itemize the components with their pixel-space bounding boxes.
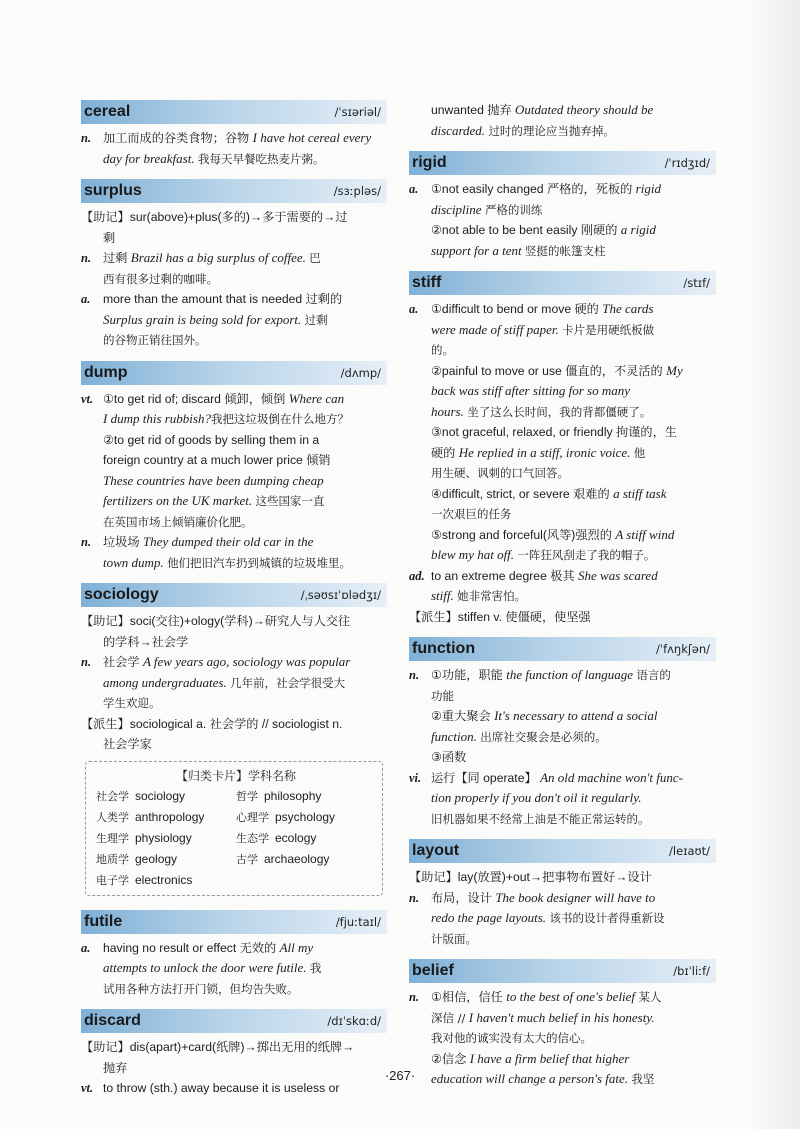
- definition: ①功能，职能: [431, 668, 503, 682]
- translation: 他: [633, 445, 646, 460]
- part-of-speech: n.: [81, 655, 92, 669]
- translation: 学生欢迎。: [103, 696, 161, 710]
- definition: unwanted 抛弃: [431, 103, 512, 117]
- definition: 过剩: [103, 251, 128, 265]
- definition: ④difficult, strict, or severe 艰难的: [431, 486, 610, 501]
- definition: ②painful to move or use 僵直的，不灵活的: [431, 363, 663, 378]
- sense: [81, 248, 387, 289]
- entry-header-stiff: [409, 271, 716, 295]
- example: function.: [431, 728, 477, 744]
- mnemonic: 【助记】sur(above)+plus(多的)→多于需要的→过: [81, 210, 348, 224]
- card-row: [96, 870, 376, 891]
- example: A few years ago, sociology was popular: [142, 654, 351, 669]
- part-of-speech: n.: [409, 890, 420, 905]
- part-of-speech: n.: [409, 990, 420, 1004]
- translation: 过时的理论应当抛弃掉。: [488, 123, 615, 138]
- translation: 试用各种方法打开门锁，但均告失败。: [103, 981, 299, 996]
- translation: 语言的: [636, 668, 671, 682]
- definition: 布局，设计: [431, 890, 492, 905]
- pronunciation: /ˈrɪdʒɪd/: [664, 156, 710, 170]
- definition: foreign country at a much lower price 倾销: [103, 453, 331, 467]
- card-term-zh: 地质学: [96, 852, 129, 866]
- card-term-en: geology: [135, 851, 178, 866]
- sense: [409, 888, 716, 950]
- example: She was scared: [578, 567, 658, 583]
- example: I have a firm belief that higher: [469, 1050, 630, 1066]
- part-of-speech: n.: [81, 251, 92, 265]
- card-row: [96, 828, 376, 849]
- example: These countries have been dumping cheap: [103, 472, 324, 488]
- translation: 深信 //: [431, 1010, 466, 1025]
- entry-header-layout: [409, 839, 716, 863]
- example: to the best of one's belief: [506, 989, 636, 1004]
- definition: having no result or effect 无效的: [103, 940, 277, 955]
- pronunciation: /ˈfʌŋkʃən/: [656, 642, 710, 656]
- headword: sociology: [84, 586, 159, 603]
- card-row: [96, 807, 376, 828]
- mnemonic: 【助记】dis(apart)+card(纸牌)→掷出无用的纸牌→: [81, 1040, 355, 1054]
- entry-header-surplus: [81, 179, 387, 203]
- translation: 计版面。: [431, 931, 477, 946]
- translation: 几年前，社会学很受大: [230, 675, 346, 690]
- sense: [409, 299, 716, 566]
- definition: to throw (sth.) away because it is useless or: [103, 1081, 340, 1095]
- sense: [409, 179, 716, 261]
- entry-header-cereal: [81, 100, 387, 124]
- sense: [409, 566, 716, 607]
- translation: 的谷物正销往国外。: [103, 333, 207, 347]
- translation: 用生硬、讽刺的口气回答。: [431, 466, 569, 480]
- card-term-zh: 哲学: [236, 789, 258, 803]
- definition: ①to get rid of; discard 倾卸，倾倒: [103, 391, 286, 406]
- part-of-speech: vt.: [81, 391, 94, 406]
- entry-header-futile: [81, 910, 387, 934]
- headword: layout: [412, 842, 460, 859]
- translation: 巴: [309, 251, 321, 265]
- example: The book designer will have to: [495, 889, 656, 905]
- part-of-speech: n.: [81, 131, 92, 145]
- translation: 她非常害怕。: [457, 589, 527, 603]
- card-term-en: sociology: [135, 788, 186, 803]
- headword: futile: [84, 912, 123, 930]
- example: Surplus grain is being sold for export.: [103, 311, 302, 327]
- discard-continuation: [409, 100, 716, 141]
- translation: 坐了这么长时间，我的背都僵硬了。: [467, 404, 652, 419]
- example: I dump this rubbish?: [103, 411, 211, 426]
- mnemonic: 【助记】soci(交往)+ology(学科)→研究人与人交往: [81, 614, 351, 628]
- part-of-speech: vt.: [81, 1081, 94, 1095]
- definition: ②to get rid of goods by selling them in a: [103, 432, 320, 447]
- card-term-zh: 社会学: [96, 789, 129, 803]
- definition: ③函数: [431, 750, 467, 764]
- example: An old machine won't func-: [540, 769, 683, 785]
- translation: 竖挺的帐篷支柱: [525, 243, 606, 258]
- example: attempts to unlock the door were futile.: [103, 960, 307, 975]
- definition: ①not easily changed 严格的，死板的: [431, 182, 633, 196]
- part-of-speech: a.: [81, 292, 91, 306]
- headword: belief: [412, 962, 454, 979]
- example: He replied in a stiff, ironic voice.: [458, 444, 631, 460]
- sense: [81, 128, 387, 169]
- category-card: [85, 761, 383, 896]
- example: I haven't much belief in his honesty.: [468, 1009, 655, 1025]
- headword: discard: [84, 1012, 141, 1029]
- card-term-zh: 古学: [236, 852, 258, 866]
- translation: 功能: [431, 688, 454, 703]
- example: the function of language: [506, 667, 633, 682]
- mnemonic-cont: 剩: [103, 230, 116, 245]
- translation: 某人: [638, 990, 662, 1004]
- card-term-zh: 生态学: [236, 831, 269, 845]
- page-number: ·267·: [384, 1068, 416, 1083]
- example: redo the page layouts.: [431, 910, 547, 925]
- example: discarded.: [431, 122, 486, 138]
- example: It's necessary to attend a social: [494, 708, 658, 723]
- page-edge-shadow: [750, 0, 800, 1129]
- entry-header-discard: [81, 1009, 387, 1033]
- example: education will change a person's fate.: [431, 1071, 629, 1086]
- translation: 我坚: [631, 1072, 655, 1086]
- card-title: 【归类卡片】学科名称: [175, 768, 296, 783]
- definition: 社会学: [103, 655, 140, 669]
- headword: rigid: [412, 154, 447, 171]
- translation: 一阵狂风刮走了我的帽子。: [517, 548, 656, 562]
- card-term-en: philosophy: [264, 788, 322, 803]
- translation: 我把这垃圾倒在什么地方？: [210, 412, 349, 426]
- pronunciation: /dɪˈskɑːd/: [327, 1014, 381, 1028]
- mnemonic-cont: 的学科→社会学: [103, 634, 189, 649]
- right-column: [409, 100, 716, 1090]
- translation: 该书的设计者得重新设: [549, 911, 665, 925]
- example: a rigid: [620, 222, 656, 237]
- part-of-speech: n.: [409, 668, 420, 682]
- example: a stiff task: [613, 485, 667, 501]
- part-of-speech: ad.: [409, 568, 425, 583]
- translation: 我每天早餐吃热麦片粥。: [197, 151, 325, 166]
- translation: 一次艰巨的任务: [431, 507, 512, 521]
- example: Where can: [288, 390, 345, 406]
- example: fertilizers on the UK market.: [103, 493, 253, 508]
- translation: 西有很多过剩的咖啡。: [103, 271, 218, 286]
- example: blew my hat off.: [431, 547, 515, 562]
- example: were made of stiff paper.: [431, 321, 559, 337]
- card-term-en: psychology: [275, 809, 336, 824]
- entry-header-dump: [81, 361, 387, 385]
- example: back was stiff after sitting for so many: [431, 383, 630, 398]
- definition: ①相信，信任: [431, 990, 503, 1004]
- card-term-en: ecology: [275, 830, 317, 845]
- sense: [81, 532, 387, 573]
- pronunciation: /dʌmp/: [340, 365, 381, 380]
- card-term-zh: 生理学: [96, 831, 129, 845]
- example: support for a tent: [431, 242, 522, 258]
- example: among undergraduates.: [103, 674, 227, 690]
- pronunciation: /stɪf/: [683, 276, 710, 290]
- left-column: [81, 100, 387, 1099]
- example: stiff.: [431, 588, 454, 603]
- definition: more than the amount that is needed 过剩的: [103, 292, 343, 306]
- part-of-speech: n.: [81, 535, 92, 549]
- example: They dumped their old car in the: [142, 534, 314, 549]
- example: A stiff wind: [615, 526, 675, 542]
- entry-header-function: [409, 637, 716, 661]
- example: Brazil has a big surplus of coffee.: [130, 250, 306, 265]
- sense: [409, 665, 716, 768]
- translation: 的。: [431, 343, 454, 357]
- pronunciation: /leɪaʊt/: [669, 844, 710, 858]
- definition: ②信念: [431, 1051, 467, 1066]
- definition: to an extreme degree 极其: [431, 568, 575, 583]
- definition: 运行【同 operate】: [431, 770, 537, 785]
- definition: 垃圾场: [103, 535, 140, 549]
- sense: [81, 938, 387, 1000]
- definition: ②not able to be bent easily 刚硬的: [431, 223, 618, 237]
- card-term-en: physiology: [135, 830, 192, 845]
- translation: 在英国市场上倾销廉价化肥。: [103, 514, 253, 529]
- card-term-en: archaeology: [264, 851, 330, 866]
- example: Outdated theory should be: [515, 102, 654, 117]
- translation: 出席社交聚会是必须的。: [480, 729, 607, 744]
- pronunciation: /fjuːtaɪl/: [335, 914, 381, 929]
- headword: cereal: [84, 103, 131, 120]
- example: All my: [279, 939, 314, 955]
- card-row: [96, 786, 376, 807]
- sense: [81, 289, 387, 351]
- mnemonic-cont: 抛弃: [103, 1060, 128, 1075]
- card-row: [96, 849, 376, 870]
- translation: 严格的训练: [484, 202, 543, 217]
- example: hours.: [431, 403, 464, 419]
- card-term-en: electronics: [135, 872, 193, 887]
- example: discipline: [431, 201, 482, 217]
- translation: 卡片是用硬纸板做: [562, 322, 655, 337]
- translation: 他们把旧汽车扔到城镇的垃圾堆里。: [167, 555, 352, 570]
- example: The cards: [602, 301, 654, 316]
- definition: ①difficult to bend or move 硬的: [431, 302, 599, 316]
- headword: surplus: [84, 182, 142, 199]
- example: town dump.: [103, 554, 164, 570]
- definition: 加工而成的谷类食物；谷物: [103, 131, 250, 145]
- definition: ⑤strong and forceful(风等)强烈的: [431, 527, 612, 542]
- headword: stiff: [412, 274, 442, 291]
- card-term-en: anthropology: [135, 809, 205, 824]
- translation: 这些国家一直: [255, 494, 325, 508]
- derivation: 【派生】stiffen v. 使僵硬，使坚强: [409, 609, 591, 624]
- translation: 旧机器如果不经常上油是不能正常运转的。: [431, 811, 650, 826]
- pronunciation: /sɜːpləs/: [333, 184, 381, 198]
- example: rigid: [635, 181, 661, 196]
- entry-header-sociology: [81, 583, 387, 607]
- sense: [81, 652, 387, 714]
- derivation: 【派生】sociological a. 社会学的 // sociologist n.: [81, 716, 343, 731]
- example: My: [666, 362, 683, 378]
- card-term-zh: 人类学: [96, 810, 129, 824]
- translation: 我对他的诚实没有太大的信心。: [431, 1031, 592, 1045]
- headword: function: [412, 640, 476, 657]
- definition: ③not graceful, relaxed, or friendly 拘谨的，生: [431, 425, 677, 439]
- definition: ②重大聚会: [431, 709, 491, 723]
- translation: 我: [309, 961, 322, 975]
- example: I have hot cereal every: [252, 130, 372, 145]
- part-of-speech: a.: [409, 182, 419, 196]
- mnemonic: 【助记】lay(放置)+out→把事物布置好→设计: [409, 870, 652, 884]
- part-of-speech: a.: [409, 302, 419, 316]
- example: tion properly if you don't oil it regularly.: [431, 790, 642, 805]
- sense: [81, 389, 387, 533]
- card-term-zh: 心理学: [236, 810, 269, 824]
- entry-header-rigid: [409, 151, 716, 175]
- card-term-zh: 电子学: [96, 873, 129, 887]
- pronunciation: /bɪˈliːf/: [673, 964, 710, 978]
- sense: [409, 768, 716, 830]
- translation: 过剩: [304, 312, 328, 327]
- pronunciation: /ˈsɪəriəl/: [334, 105, 381, 119]
- definition: 硬的: [431, 445, 456, 460]
- pronunciation: /ˌsəʊsɪˈɒlədʒɪ/: [300, 588, 381, 602]
- part-of-speech: vi.: [409, 770, 422, 785]
- entry-header-belief: [409, 959, 716, 983]
- example: day for breakfast.: [103, 150, 195, 166]
- derivation-cont: 社会学家: [103, 737, 152, 751]
- part-of-speech: a.: [81, 940, 91, 955]
- headword: dump: [84, 363, 128, 381]
